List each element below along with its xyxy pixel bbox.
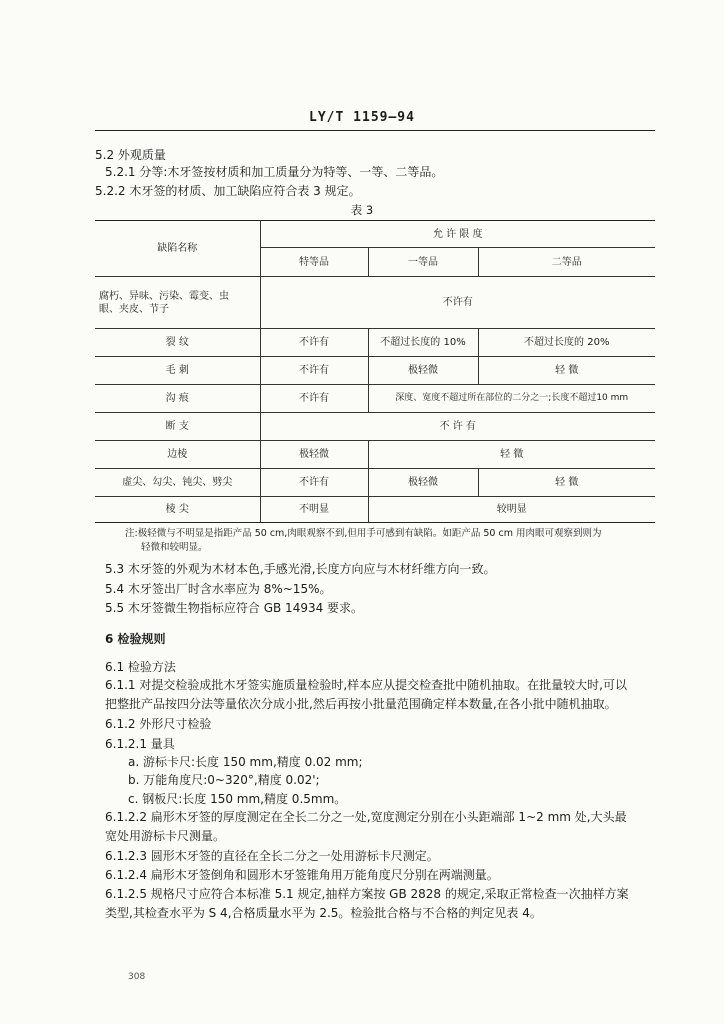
para-6-1-2-5-cont: 类型,其检查水平为 S 4,合格质量水平为 2.5。检验批合格与不合格的判定见表 4。 (105, 906, 542, 920)
table-row-name: 裂 纹 (95, 329, 260, 357)
table-row-name: 沟 痕 (95, 385, 260, 413)
para-6-1-1: 6.1.1 对提交检验成批木牙签实施质量检验时,样本应从提交检查批中随机抽取。在批量较大时,可以 (105, 678, 627, 692)
table-cell: 不许有 (260, 277, 655, 329)
table-cell: 不许有 (260, 385, 368, 413)
table-row-name: 毛 刺 (95, 357, 260, 385)
note-line: 注:极轻微与不明显是指距产品 50 cm,肉眼观察不到,但用手可感到有缺陷。如距产品 50 cm 用肉眼可观察到则为 (125, 528, 602, 539)
section-6-1-2-1-title: 6.1.2.1 量具 (105, 737, 175, 751)
list-item-b: b. 万能角度尺:0~320°,精度 0.02'; (128, 773, 320, 787)
table-row-name (95, 277, 260, 329)
table-cell: 不超过长度的 10% (368, 329, 478, 357)
standard-code-header: LY/T 1159—94 (309, 110, 415, 125)
table-cell: 较明显 (368, 497, 655, 523)
para-6-1-2-2: 6.1.2.2 扁形木牙签的厚度测定在全长二分之一处,宽度测定分别在小头距端部 1~2 mm 处,大头最 (105, 810, 627, 824)
page-number: 308 (128, 972, 146, 982)
section-6-1-title: 6.1 检验方法 (105, 660, 176, 674)
para-5-4: 5.4 木牙签出厂时含水率应为 8%~15%。 (105, 582, 332, 596)
table-cell: 极轻微 (368, 357, 478, 385)
table-cell: 不 许 有 (260, 413, 655, 441)
list-item-a: a. 游标卡尺:长度 150 mm,精度 0.02 mm; (128, 755, 363, 769)
para-6-1-2-2-cont: 宽处用游标卡尺测量。 (105, 829, 226, 843)
para-5-3: 5.3 木牙签的外观为木材本色,手感光滑,长度方向应与木材纤维方向一致。 (105, 562, 496, 576)
para-6-1-2-5: 6.1.2.5 规格尺寸应符合本标准 5.1 规定,抽样方案按 GB 2828 的规定,采取正常检查一次抽样方案 (105, 887, 629, 901)
table-cell: 不明显 (260, 497, 368, 523)
header-second-grade: 二等品 (478, 248, 655, 277)
para-6-1-2-4: 6.1.2.4 扁形木牙签倒角和圆形木牙签锥角用万能角度尺分别在两端测量。 (105, 868, 499, 882)
table-cell: 不许有 (260, 469, 368, 497)
section-5-2-title: 5.2 外观质量 (95, 148, 166, 162)
header-first-grade: 一等品 (368, 248, 478, 277)
header-special-grade: 特等品 (260, 248, 368, 277)
list-item-c: c. 钢板尺:长度 150 mm,精度 0.5mm。 (128, 792, 347, 806)
table-cell: 不超过长度的 20% (478, 329, 655, 357)
para-5-5: 5.5 木牙签微生物指标应符合 GB 14934 要求。 (105, 601, 364, 615)
table-cell: 轻 微 (478, 357, 655, 385)
para-5-2-1: 5.2.1 分等:木牙签按材质和加工质量分为特等、一等、二等品。 (105, 165, 444, 179)
header-defect-name: 缺陷名称 (95, 221, 260, 277)
section-6-1-2-title: 6.1.2 外形尺寸检验 (105, 717, 212, 731)
table-note (125, 527, 655, 555)
header-allowed-limit: 允 许 限 度 (260, 221, 655, 248)
table-cell: 极轻微 (368, 469, 478, 497)
table-row-name: 虚尖、勾尖、钝尖、劈尖 (95, 469, 260, 497)
row-name-line: 眼、夹皮、节子 (99, 303, 169, 315)
para-5-2-2: 5.2.2 木牙签的材质、加工缺陷应符合表 3 规定。 (95, 184, 361, 198)
table-row-name: 断 支 (95, 413, 260, 441)
defect-tolerance-table (95, 220, 655, 523)
para-6-1-1-cont: 把整批产品按四分法等量依次分成小批,然后再按小批量范围确定样本数量,在各小批中随机抽取。 (105, 697, 617, 711)
table-row-name: 棱 尖 (95, 497, 260, 523)
table-cell: 深度、宽度不超过所在部位的二分之一;长度不超过10 mm (368, 385, 655, 413)
row-name-line: 腐朽、异味、污染、霉变、虫 (99, 290, 229, 302)
table-cell: 极轻微 (260, 441, 368, 469)
table-caption: 表 3 (350, 203, 374, 217)
para-6-1-2-3: 6.1.2.3 圆形木牙签的直径在全长二分之一处用游标卡尺测定。 (105, 849, 439, 863)
table-cell: 不许有 (260, 357, 368, 385)
note-line: 轻微和较明显。 (141, 542, 208, 553)
header-rule (95, 130, 655, 131)
section-6-title: 6 检验规则 (105, 632, 166, 646)
table-row-name: 边棱 (95, 441, 260, 469)
table-cell: 轻 微 (478, 469, 655, 497)
table-cell: 不许有 (260, 329, 368, 357)
table-cell: 轻 微 (368, 441, 655, 469)
